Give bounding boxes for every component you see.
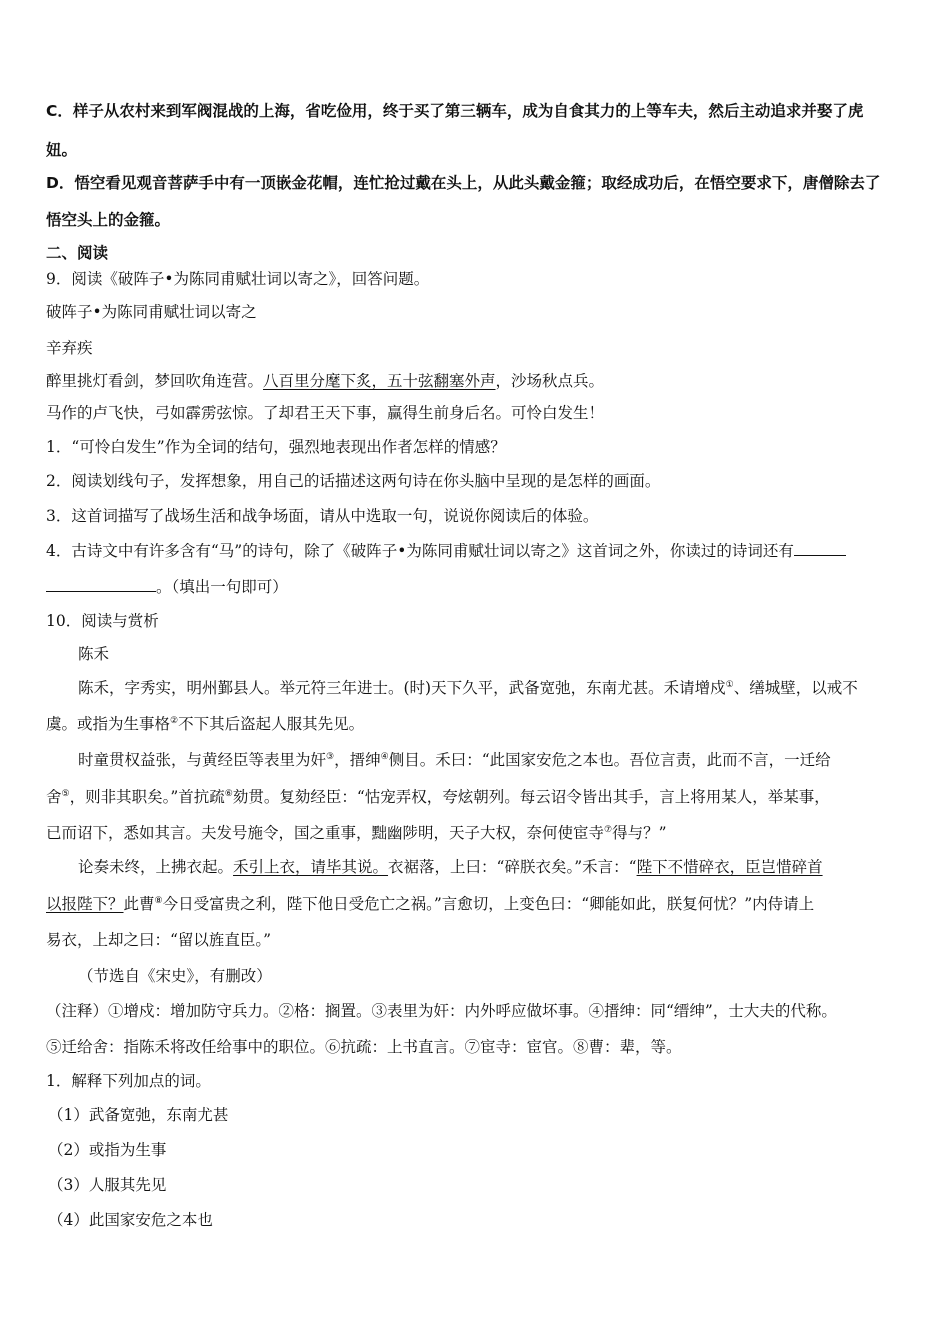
option-c-line-2: 妞。	[46, 141, 78, 159]
poem-title: 破阵子•为陈同甫赋壮词以寄之	[46, 303, 257, 321]
passage-p3-line-2: 以报陛下？此曹⑧今日受富贵之利，陛下他日受危亡之祸。”言愈切，上变色曰：“卿能如此，朕复何忧？”内侍请上	[46, 895, 815, 913]
q9-intro: 9．阅读《破阵子•为陈同甫赋壮词以寄之》，回答问题。	[46, 270, 430, 288]
underlined-poem-lines: 八百里分麾下炙，五十弦翻塞外声	[263, 372, 496, 390]
option-d-line-1: D．悟空看见观音菩萨手中有一顶嵌金花帽，连忙抢过戴在头上，从此头戴金箍；取经成功后，在悟空要求下，唐僧除去了	[46, 174, 881, 192]
passage-p1-line-2: 虞。或指为生事格②不下其后盗起人服其先见。	[46, 715, 365, 733]
q9-sub-4-cont: 。（填出一句即可）	[46, 576, 288, 598]
q10-item: （2）或指为生事	[48, 1141, 167, 1159]
passage-title: 陈禾	[78, 645, 110, 663]
q10-item: （1）武备宽弛，东南尤甚	[48, 1106, 229, 1124]
q10-intro: 10．阅读与赏析	[46, 612, 159, 630]
passage-p1-line-1: 陈禾，字秀实，明州鄞县人。举元符三年进士。(时)天下久平，武备宽弛，东南尤甚。禾请增戍①、缮城壁，以戒不	[78, 679, 858, 697]
answer-blank[interactable]	[794, 541, 846, 556]
poem-line-2: 马作的卢飞快，弓如霹雳弦惊。了却君王天下事，赢得生前身后名。可怜白发生！	[46, 404, 605, 422]
q9-sub-4: 4．古诗文中有许多含有“马”的诗句，除了《破阵子•为陈同甫赋壮词以寄之》这首词之外，你读过的诗词还有	[46, 540, 846, 562]
q10-item: （4）此国家安危之本也	[48, 1211, 213, 1229]
option-c-line-1: C．样子从农村来到军阀混战的上海，省吃俭用，终于买了第三辆车，成为自食其力的上等车夫，然后主动追求并娶了虎	[46, 102, 864, 120]
passage-source: （节选自《宋史》，有删改）	[78, 967, 272, 985]
q9-sub-1: 1．“可怜白发生”作为全词的结句，强烈地表现出作者怎样的情感？	[46, 438, 506, 456]
underlined-sentence-1: 禾引上衣，请毕其说。	[233, 858, 389, 876]
underlined-sentence-2-cont: 以报陛下？	[46, 895, 124, 913]
underlined-sentence-2: 陛下不惜碎衣，臣岂惜碎首	[636, 858, 823, 876]
q10-item: （3）人服其先见	[48, 1176, 167, 1194]
notes-line-1: （注释）①增戍：增加防守兵力。②格：搁置。③表里为奸：内外呼应做坏事。④搢绅：同“缙绅”，士大夫的代称。	[46, 1002, 837, 1020]
q9-sub-3: 3．这首词描写了战场生活和战争场面，请从中选取一句，说说你阅读后的体验。	[46, 507, 599, 525]
section-title: 二、阅读	[46, 244, 109, 262]
poem-author: 辛弃疾	[46, 339, 93, 357]
passage-p2-line-3: 已而诏下，悉如其言。夫发号施令，国之重事，黜幽陟明，天子大权，奈何使宦寺⑦得与？”	[46, 824, 667, 842]
passage-p2-line-1: 时童贯权益张，与黄经臣等表里为奸③，搢绅④侧目。禾曰：“此国家安危之本也。吾位言责，此而不言，一迁给	[78, 751, 831, 769]
q10-sub-1: 1．解释下列加点的词。	[46, 1072, 211, 1090]
passage-p2-line-2: 舍⑤，则非其职矣。”首抗疏⑥劾贯。复劾经臣：“怙宠弄权，夸炫朝列。每云诏令皆出其手，言上将用某人，举某事，	[46, 788, 830, 806]
passage-p3-line-3: 易衣，上却之曰：“留以旌直臣。”	[46, 931, 272, 949]
poem-line-1: 醉里挑灯看剑，梦回吹角连营。八百里分麾下炙，五十弦翻塞外声，沙场秋点兵。	[46, 372, 605, 390]
q9-sub-2: 2．阅读划线句子，发挥想象，用自己的话描述这两句诗在你头脑中呈现的是怎样的画面。	[46, 472, 661, 490]
notes-line-2: ⑤迁给舍：指陈禾将改任给事中的职位。⑥抗疏：上书直言。⑦宦寺：宦官。⑧曹：辈，等。	[46, 1038, 682, 1056]
passage-p3-line-1: 论奏未终，上拂衣起。禾引上衣，请毕其说。衣裾落，上曰：“碎朕衣矣。”禾言：“陛下不惜碎衣，臣岂惜碎首	[78, 858, 823, 876]
option-d-line-2: 悟空头上的金箍。	[46, 211, 171, 229]
answer-blank-cont[interactable]	[46, 577, 156, 592]
